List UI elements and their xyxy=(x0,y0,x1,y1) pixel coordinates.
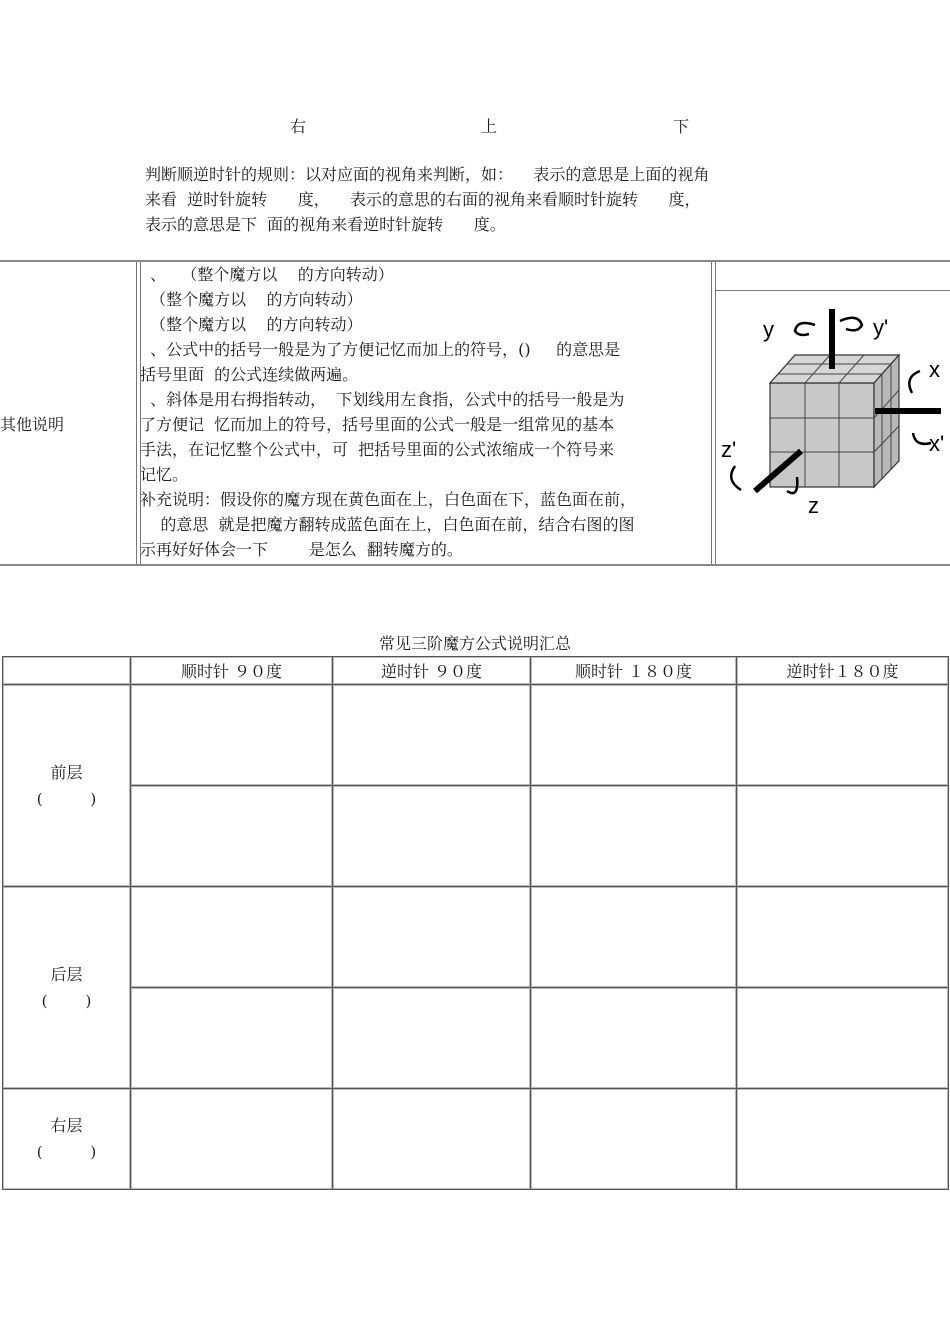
header-cell: 顺时针 １８０度 xyxy=(531,657,737,685)
table-cell xyxy=(737,1089,949,1190)
notes-line: 、斜体是用右拇指转动， 下划线用左食指，公式中的括号一般是为 xyxy=(140,390,625,409)
table-cell xyxy=(131,685,333,786)
table-row xyxy=(3,786,949,887)
cube-rotation-diagram xyxy=(715,290,950,563)
table-cell xyxy=(531,786,737,887)
table-cell xyxy=(333,887,531,988)
notes-line: 的意思 就是把魔方翻转成蓝色面在上，白色面在前，结合右图的图 xyxy=(140,515,635,534)
table-row xyxy=(3,988,949,1089)
layer-label-front xyxy=(3,685,131,887)
layer-label-right xyxy=(3,1089,131,1190)
layer-name: 前层 xyxy=(50,762,83,782)
table-cell xyxy=(737,685,949,786)
notes-text xyxy=(140,262,715,562)
axis-label-y-prime: y' xyxy=(873,315,889,340)
notes-line: （整个魔方以 的方向转动） xyxy=(140,290,363,309)
header-cell: 逆时针１８０度 xyxy=(737,657,949,685)
table-header-row xyxy=(3,657,949,685)
layer-label-back xyxy=(3,887,131,1089)
table-cell xyxy=(333,786,531,887)
table-cell xyxy=(131,1089,333,1190)
table-row xyxy=(3,1089,949,1190)
rule-line: 表示的意思是下 面的视角来看逆时针旋转 度。 xyxy=(145,215,506,234)
face-right: 右 xyxy=(290,117,307,136)
axis-label-x: x xyxy=(929,357,940,382)
face-labels xyxy=(0,114,950,138)
table-cell xyxy=(737,988,949,1089)
face-down: 下 xyxy=(673,117,690,136)
table-cell xyxy=(131,988,333,1089)
layer-name: 后层 xyxy=(50,964,83,984)
table-title: 常见三阶魔方公式说明汇总 xyxy=(378,634,571,653)
layer-paren: ( ) xyxy=(36,1143,97,1161)
table-cell xyxy=(737,786,949,887)
table-cell xyxy=(531,1089,737,1190)
notes-line: 补充说明：假设你的魔方现在黄色面在上，白色面在下，蓝色面在前， xyxy=(140,490,637,509)
table-cell xyxy=(131,887,333,988)
notes-line: 示再好好体会一下 是怎么 翻转魔方的。 xyxy=(140,540,463,559)
header-cell: 逆时针 ９０度 xyxy=(333,657,531,685)
table-cell xyxy=(737,887,949,988)
layer-name: 右层 xyxy=(50,1116,83,1135)
table-cell xyxy=(531,887,737,988)
axis-label-y: y xyxy=(763,317,774,342)
notes-line: 、 （整个魔方以 的方向转动） xyxy=(140,265,394,284)
table-cell xyxy=(333,685,531,786)
notes-line: 、公式中的括号一般是为了方便记忆而加上的符号，() 的意思是 xyxy=(140,340,621,359)
notes-line: 手法，在记忆整个公式中，可 把括号里面的公式浓缩成一个符号来 xyxy=(140,440,615,459)
table-cell xyxy=(333,1089,531,1190)
table-cell xyxy=(531,988,737,1089)
layer-paren: ( ) xyxy=(36,789,97,808)
formula-summary-table xyxy=(2,656,949,1190)
table-cell xyxy=(131,786,333,887)
rule-line: 判断顺逆时针的规则：以对应面的视角来判断，如： 表示的意思是上面的视角 xyxy=(145,165,710,184)
header-cell: 顺时针 ９０度 xyxy=(131,657,333,685)
notes-label: 其他说明 xyxy=(0,415,65,434)
table-row xyxy=(3,887,949,988)
rule-line: 来看 逆时针旋转 度， 表示的意思的右面的视角来看顺时针旋转 度， xyxy=(145,190,701,209)
other-notes-table xyxy=(0,260,950,566)
face-up: 上 xyxy=(481,117,498,136)
axis-label-z: z xyxy=(808,493,819,518)
table-row xyxy=(3,685,949,786)
notes-line: 了方便记 忆而加上的符号，括号里面的公式一般是一组常见的基本 xyxy=(140,415,615,434)
table-cell xyxy=(333,988,531,1089)
notes-line: （整个魔方以 的方向转动） xyxy=(140,315,363,334)
layer-paren: ( ) xyxy=(41,991,92,1010)
cube-axes-illustration xyxy=(715,291,950,563)
axis-label-x-prime: x' xyxy=(929,431,945,456)
header-cell-empty xyxy=(3,657,131,685)
notes-line: 括号里面 的公式连续做两遍。 xyxy=(140,365,359,384)
notes-line: 记忆。 xyxy=(140,465,189,484)
rotation-rule-paragraph xyxy=(145,162,825,237)
table-cell xyxy=(531,685,737,786)
axis-label-z-prime: z' xyxy=(721,437,737,462)
